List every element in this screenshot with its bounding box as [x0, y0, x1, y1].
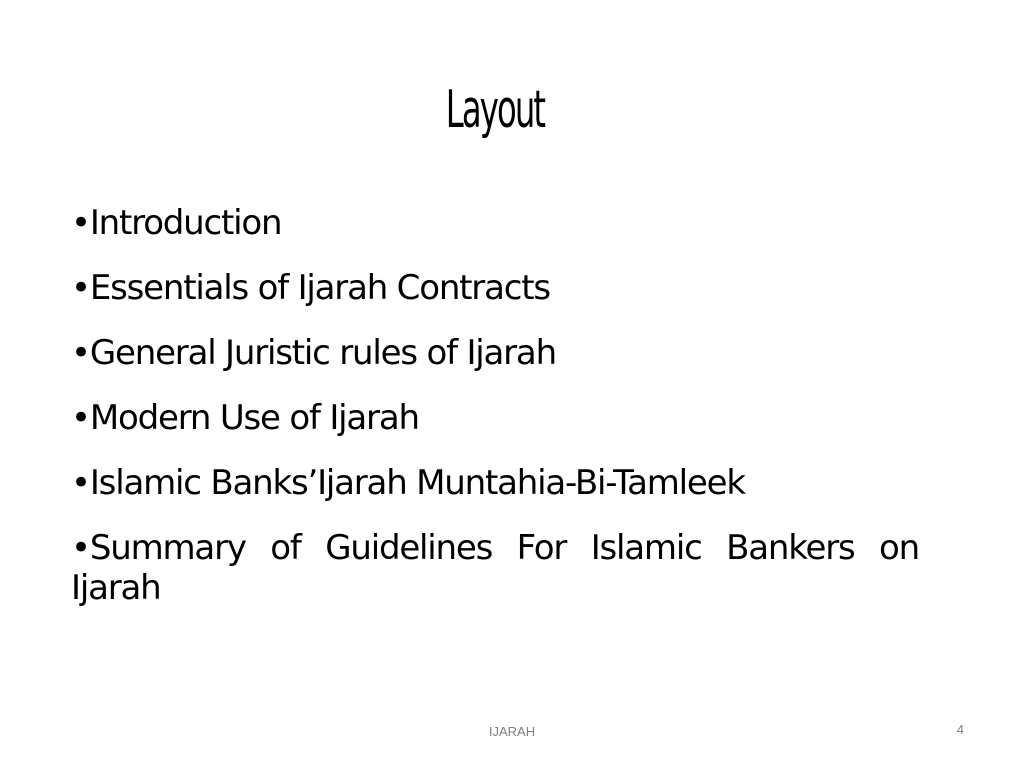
bullet-item-essentials	[71, 268, 919, 308]
bullet-list	[71, 203, 919, 633]
bullet-item-muntahia-bi-tamleek	[71, 463, 919, 503]
bullet-icon: •	[71, 268, 90, 308]
bullet-item-juristic-rules	[71, 333, 919, 373]
bullet-item-summary-guidelines	[71, 528, 919, 608]
bullet-text: Essentials of Ijarah Contracts	[89, 268, 550, 308]
bullet-text: Modern Use of Ijarah	[89, 398, 419, 438]
footer-text: IJARAH	[488, 724, 536, 739]
bullet-text: Introduction	[89, 203, 282, 243]
slide-title: Layout	[445, 80, 545, 140]
page-number: 4	[956, 722, 964, 737]
bullet-icon: •	[71, 398, 90, 438]
bullet-text: General Juristic rules of Ijarah	[89, 333, 556, 373]
bullet-icon: •	[71, 528, 90, 568]
bullet-icon: •	[71, 463, 90, 503]
bullet-item-modern-use	[71, 398, 919, 438]
bullet-icon: •	[71, 333, 90, 373]
bullet-text: Summary of Guidelines For Islamic Bankers on Ijarah	[71, 528, 919, 608]
bullet-icon: •	[71, 203, 90, 243]
bullet-text: Islamic Banks’Ijarah Muntahia-Bi-Tamleek	[89, 463, 745, 503]
bullet-item-introduction	[71, 203, 919, 243]
